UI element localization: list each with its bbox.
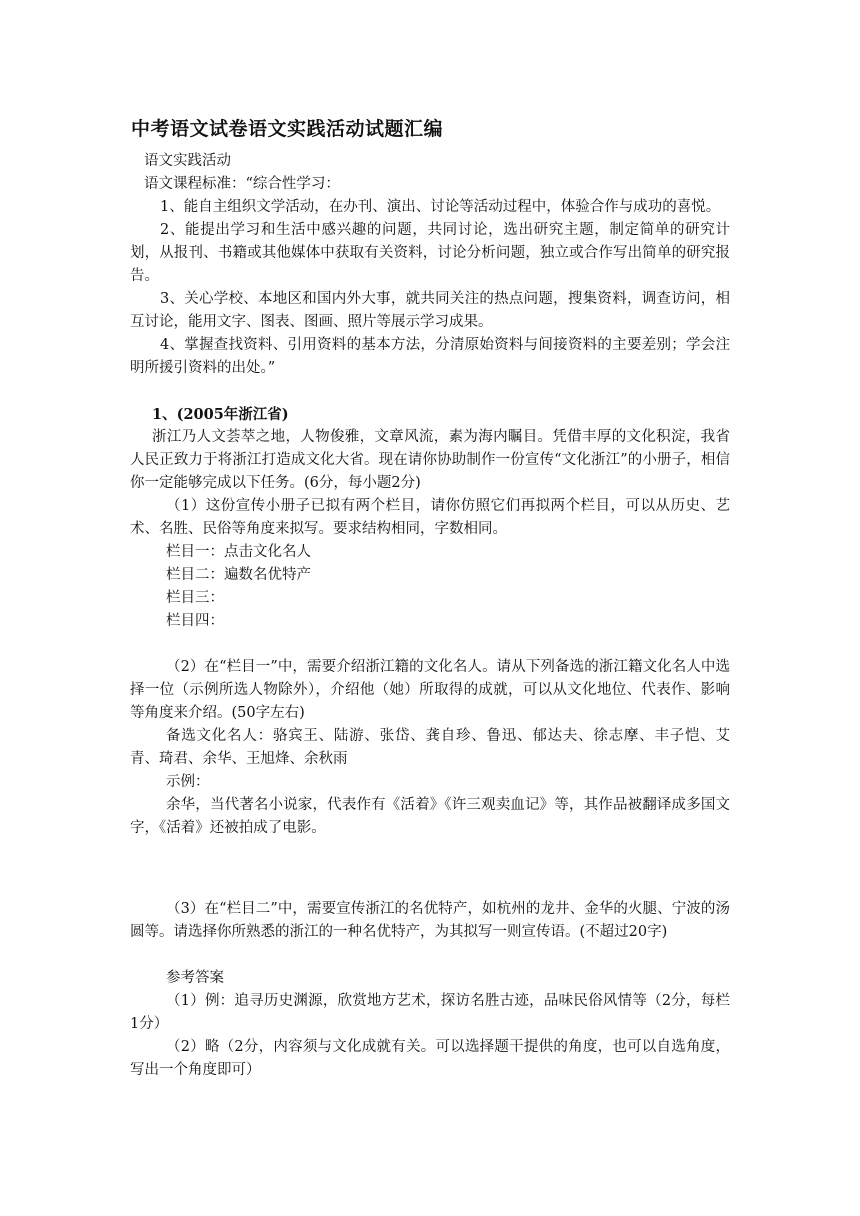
curriculum-standard: 语文课程标准：“综合性学习： (144, 176, 340, 192)
document-body (130, 150, 730, 1082)
subquestion-1: （1）这份宣传小册子已拟有两个栏目，请你仿照它们再拟两个栏目，可以从历史、艺术、名胜、民俗等角度来拟写。要求结构相同，字数相同。 (130, 498, 730, 537)
answer-1: （1）例：追寻历史渊源，欣赏地方艺术，探访名胜古迹，品味民俗风情等（2分，每栏1分） (130, 993, 730, 1032)
question-lead: 浙江乃人文荟萃之地，人物俊雅，文章风流，素为海内瞩目。凭借丰厚的文化积淀，我省人民正致力于将浙江打造成文化大省。现在请你协助制作一份宣传“文化浙江”的小册子，相信你一定能够完成以下任务。(6分，每小题2分) (130, 429, 730, 491)
intro-heading: 语文实践活动 (144, 153, 231, 169)
document-title: 中考语文试卷语文实践活动试题汇编 (131, 118, 444, 140)
subquestion-3: （3）在“栏目二”中，需要宣传浙江的名优特产，如杭州的龙井、金华的火腿、宁波的汤圆等。请选择你所熟悉的浙江的一种名优特产，为其拟写一则宣传语。(不超过20字) (130, 901, 730, 940)
example-label: 示例： (166, 774, 210, 790)
column-2: 栏目二：遍数名优特产 (166, 567, 311, 583)
column-3: 栏目三： (166, 590, 224, 606)
candidate-list: 备选文化名人：骆宾王、陆游、张岱、龚自珍、鲁迅、郁达夫、徐志摩、丰子恺、艾青、琦君、余华、王旭烽、余秋雨 (130, 728, 730, 767)
subquestion-2: （2）在“栏目一”中，需要介绍浙江籍的文化名人。请从下列备选的浙江籍文化名人中选择一位（示例所选人物除外），介绍他（她）所取得的成就，可以从文化地位、代表作、影响等角度来介绍。(50字左右) (130, 659, 730, 721)
standard-item-4: 4、掌握查找资料、引用资料的基本方法，分清原始资料与间接资料的主要差别；学会注明所援引资料的出处。” (130, 337, 730, 376)
example-text: 余华，当代著名小说家，代表作有《活着》《许三观卖血记》等，其作品被翻译成多国文字，《活着》还被拍成了电影。 (130, 797, 730, 836)
standard-item-2: 2、能提出学习和生活中感兴趣的问题，共同讨论，选出研究主题，制定简单的研究计划，从报刊、书籍或其他媒体中获取有关资料，讨论分析问题，独立或合作写出简单的研究报告。 (130, 222, 730, 284)
answer-2: （2）略（2分，内容须与文化成就有关。可以选择题干提供的角度，也可以自选角度，写出一个角度即可） (130, 1039, 730, 1078)
column-4: 栏目四： (166, 613, 224, 629)
answers-heading: 参考答案 (166, 970, 224, 986)
question-heading: 1、(2005年浙江省) (152, 406, 289, 423)
standard-item-1: 1、能自主组织文学活动，在办刊、演出、讨论等活动过程中，体验合作与成功的喜悦。 (160, 199, 721, 215)
standard-item-3: 3、关心学校、本地区和国内外大事，就共同关注的热点问题，搜集资料，调查访问，相互讨论，能用文字、图表、图画、照片等展示学习成果。 (130, 291, 730, 330)
column-1: 栏目一：点击文化名人 (166, 544, 311, 560)
